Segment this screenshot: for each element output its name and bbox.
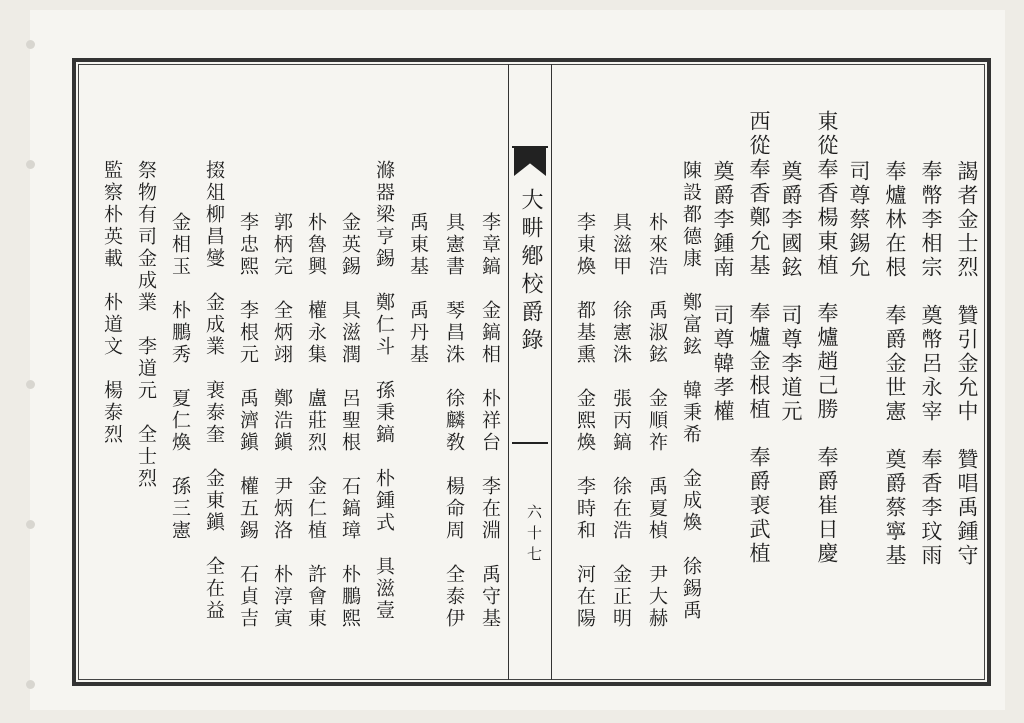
text-column: 李東煥 都基熏 金熙煥 李時和 河在陽 xyxy=(574,212,596,630)
text-column: 奠爵李國鉉 司尊李道元 xyxy=(779,160,803,424)
fish-tail-rule xyxy=(512,146,548,148)
text-column: 李章鎬 金鎬相 朴祥台 李在淵 禹守基 xyxy=(479,212,501,630)
binding-hole xyxy=(26,680,35,689)
binding-hole xyxy=(26,520,35,529)
text-column: 金英錫 具滋潤 呂聖根 石鎬璋 朴鵬熙 xyxy=(339,212,361,630)
text-column: 陳設都德康 鄭富鉉 韓秉希 金成煥 徐錫禹 xyxy=(680,160,702,622)
text-column: 郭柄完 全炳翊 鄭浩鎭 尹炳洛 朴淳寅 xyxy=(271,212,293,630)
text-column: 金相玉 朴鵬秀 夏仁煥 孫三憲 xyxy=(169,212,191,542)
text-column: 禹東基 禹丹基 xyxy=(407,212,429,366)
binding-hole xyxy=(26,40,35,49)
fish-tail-rule-lower xyxy=(512,442,548,444)
text-column: 具滋甲 徐憲洙 張丙鎬 徐在浩 金正明 xyxy=(610,212,632,630)
text-column: 司尊蔡錫允 xyxy=(847,160,871,280)
text-column: 具憲書 琴昌洙 徐麟敎 楊命周 全泰伊 xyxy=(443,212,465,630)
text-column: 掇俎柳昌燮 金成業 裵泰奎 金東鎭 全在益 xyxy=(203,160,225,622)
text-column: 祭物有司金成業 李道元 全士烈 xyxy=(135,160,157,490)
text-column: 朴來浩 禹淑鉉 金順祚 禹夏楨 尹大赫 xyxy=(646,212,668,630)
book-title: 大畊鄕校爵錄 xyxy=(518,188,543,356)
text-column: 奠爵李鍾南 司尊韓孝權 xyxy=(711,160,735,424)
text-column: 奉爐林在根 奉爵金世憲 奠爵蔡寧基 xyxy=(883,160,907,568)
text-column: 謁者金士烈 贊引金允中 贊唱禹鍾守 xyxy=(955,160,979,568)
text-column: 東從奉香楊東植 奉爐趙己勝 奉爵崔日慶 xyxy=(815,110,839,566)
text-column: 滌器梁亨錫 鄭仁斗 孫秉鎬 朴鍾式 具滋壹 xyxy=(373,160,395,622)
text-column: 西從奉香鄭允基 奉爐金根植 奉爵裵武植 xyxy=(747,110,771,566)
binding-hole xyxy=(26,380,35,389)
binding-hole xyxy=(26,160,35,169)
text-column: 李忠熙 李根元 禹濟鎭 權五錫 石貞吉 xyxy=(237,212,259,630)
text-column: 朴魯興 權永集 盧莊烈 金仁植 許會東 xyxy=(305,212,327,630)
page-number: 六十七 xyxy=(525,504,543,567)
text-column: 奉幣李相宗 奠幣呂永宰 奉香李玟雨 xyxy=(919,160,943,568)
text-column: 監察朴英載 朴道文 楊泰烈 xyxy=(101,160,123,446)
